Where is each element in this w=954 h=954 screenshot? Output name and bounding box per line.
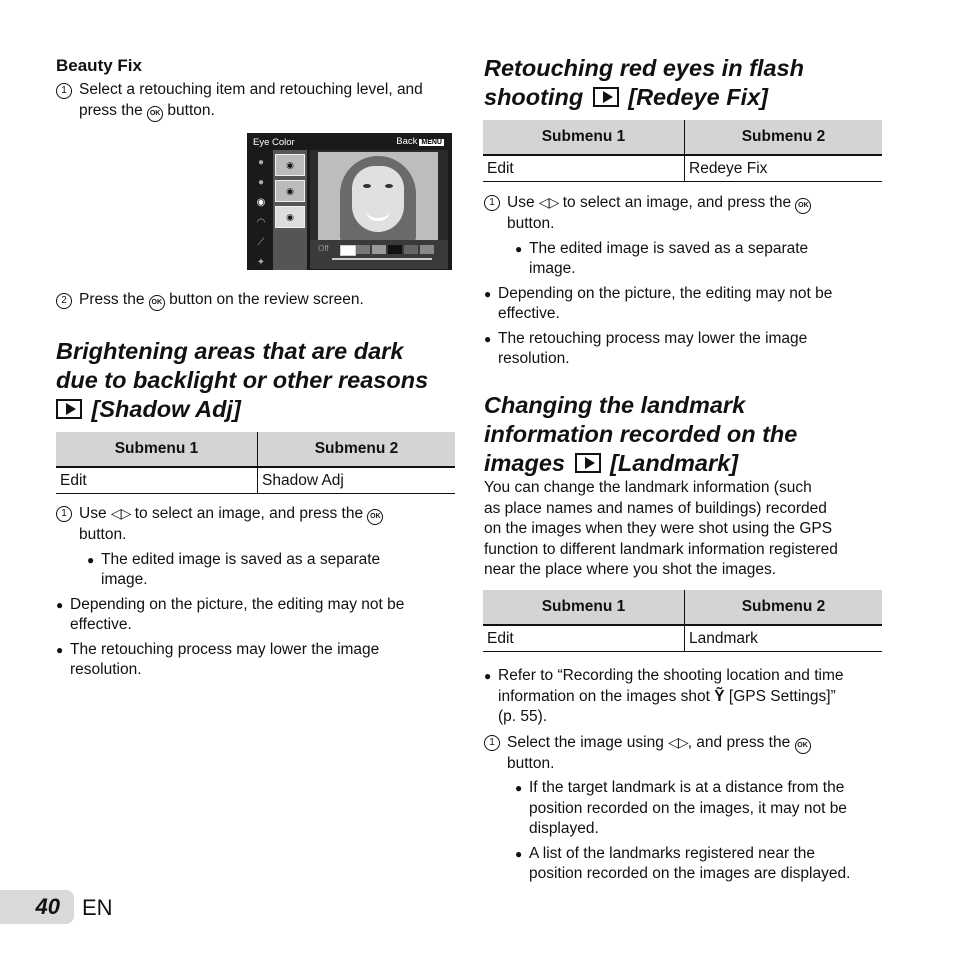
eye-color-options <box>273 150 307 270</box>
table-cell: Edit <box>483 155 685 182</box>
left-right-arrows-icon: ◁▷ <box>110 505 131 521</box>
face-icon: ● <box>257 177 265 188</box>
ok-button-icon: OK <box>795 738 811 754</box>
camera-screen-eye-color <box>247 133 452 270</box>
list-item: ● A list of the landmarks registered near the position recorded on the images are displayed. <box>515 844 851 882</box>
step-number-1-icon: 1 <box>56 83 72 99</box>
table-cell: Shadow Adj <box>258 467 456 494</box>
table-header: Submenu 1 <box>483 590 685 625</box>
redeye-heading: Retouching red eyes in flash shooting [Redeye Fix] <box>484 55 804 110</box>
language-label: EN <box>82 895 113 920</box>
shadow-adj-table <box>56 432 455 494</box>
redeye-use-step: 1 Use ◁▷ to select an image, and press the OK button. ● The edited image is saved as a separate image. ● Depending on the picture, the editing may not be effective. ● The retouching process may lower the image resolution. <box>484 192 894 370</box>
select-step: 1 Select the image using ◁▷, and press the OK button. <box>484 732 904 775</box>
list-item: ● Refer to “Recording the shooting location and time information on the images shot Ỹ [GPS Settings]” (p. 55). <box>484 667 844 725</box>
step-number-2-icon: 2 <box>56 293 72 309</box>
landmark-table <box>483 590 882 652</box>
face-image <box>318 152 438 240</box>
landmark-heading: Changing the landmark information recorded on the images [Landmark] <box>484 392 798 476</box>
camera-back-label: Back MENU <box>396 136 442 147</box>
step-number-1-icon: 1 <box>484 195 500 211</box>
playback-icon <box>56 399 82 419</box>
landmark-paragraph: You can change the landmark information (such as place names and names of buildings) recorded on the images when they were shot using the GPS function to different landmark information registered near the place where you shot the images. <box>484 479 838 578</box>
list-item: ● The edited image is saved as a separate image. <box>87 550 381 588</box>
table-header: Submenu 2 <box>685 120 883 155</box>
ok-button-icon: OK <box>149 295 165 311</box>
ok-button-icon: OK <box>367 509 383 525</box>
menu-button-icon: MENU <box>421 139 442 146</box>
camera-topbar <box>247 133 452 150</box>
table-header: Submenu 2 <box>258 432 456 467</box>
table-header: Submenu 1 <box>56 432 258 467</box>
table-cell: Edit <box>483 625 685 652</box>
table-header: Submenu 2 <box>685 590 883 625</box>
portrait-photo <box>310 150 448 269</box>
table-cell: Landmark <box>685 625 883 652</box>
eye-option-icon: ◉ <box>275 180 305 202</box>
step1-line2: press the OK button. <box>79 101 423 122</box>
playback-icon <box>575 453 601 473</box>
retouch-item-icons <box>250 153 272 277</box>
page-number: 40 <box>35 894 60 919</box>
eye-icon: ◉ <box>256 197 266 208</box>
level-slider <box>310 240 448 269</box>
list-item: ● Depending on the picture, the editing may not be effective. <box>56 595 405 633</box>
list-item: ● If the target landmark is at a distance from the position recorded on the images, it may not be displayed. <box>515 779 847 837</box>
list-item: ● The retouching process may lower the image resolution. <box>56 640 380 678</box>
left-right-arrows-icon: ◁▷ <box>538 194 559 210</box>
eye-option-icon: ◉ <box>275 206 305 228</box>
shadow-adj-heading: Brightening areas that are dark due to backlight or other reasons [Shadow Adj] <box>56 338 429 422</box>
list-item: ● The edited image is saved as a separate image. <box>515 239 809 277</box>
ok-button-icon: OK <box>147 106 163 122</box>
step-2: 2 Press the OK button on the review screen. <box>56 290 364 311</box>
sparkle-icon: ✦ <box>256 257 266 268</box>
camera-screen-title: Eye Color <box>253 137 295 148</box>
step-number-1-icon: 1 <box>484 735 500 751</box>
ok-button-icon: OK <box>795 198 811 214</box>
shadow-use-step: 1 Use ◁▷ to select an image, and press the OK button. ● The edited image is saved as a separate image. ● Depending on the picture, the editing may not be effective. ● The retouching process may lower the image resolution. <box>56 503 456 681</box>
page-number-tab <box>0 890 74 924</box>
brush-icon: ⟋ <box>257 237 265 248</box>
step-number-1-icon: 1 <box>56 506 72 522</box>
list-item: ● Depending on the picture, the editing may not be effective. <box>484 284 833 322</box>
left-right-arrows-icon: ◁▷ <box>668 733 688 750</box>
table-cell: Redeye Fix <box>685 155 883 182</box>
landmark-notes <box>484 666 904 885</box>
off-label: Off <box>318 244 329 253</box>
eye-option-icon: ◉ <box>275 154 305 176</box>
step-1 <box>56 80 456 122</box>
table-header: Submenu 1 <box>483 120 685 155</box>
table-cell: Edit <box>56 467 258 494</box>
face-icon: ● <box>257 157 265 168</box>
redeye-table <box>483 120 882 182</box>
list-item: ● The retouching process may lower the image resolution. <box>484 329 808 367</box>
playback-icon <box>593 87 619 107</box>
step1-line1: Select a retouching item and retouching level, and <box>79 81 423 98</box>
gps-icon: Ỹ <box>714 687 725 705</box>
beauty-fix-title: Beauty Fix <box>56 56 142 75</box>
lips-icon: ◠ <box>256 217 266 228</box>
